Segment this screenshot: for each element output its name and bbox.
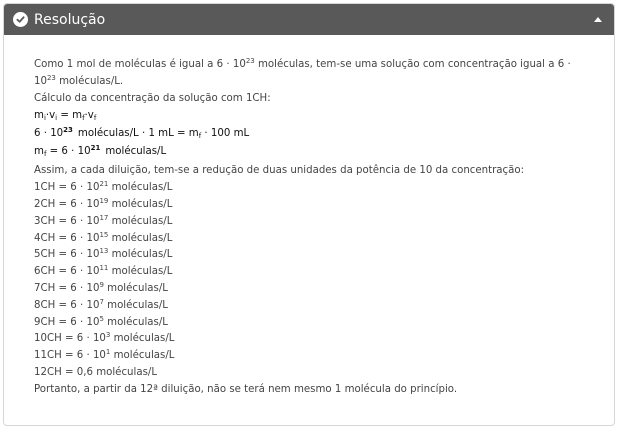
dilution-row: $11CH = 6 \cdot 10^1$ moléculas/L (34, 348, 175, 362)
dilution-row: $3CH = 6 \cdot 10^{17}$ moléculas/L (34, 213, 173, 227)
dilution-row: $9CH = 6 \cdot 10^5$ moléculas/L (34, 314, 168, 328)
dilution-row: $10CH = 6 \cdot 10^3$ moléculas/L (34, 331, 175, 345)
caret-up-icon[interactable] (594, 17, 602, 22)
formula-line-3: $m_f = 6 \cdot 10^{21}$ moléculas/L (34, 144, 167, 159)
resolution-panel (3, 3, 615, 426)
dilution-row: $8CH = 6 \cdot 10^7$ moléculas/L (34, 297, 168, 311)
dilution-row: $5CH = 6 \cdot 10^{13}$ moléculas/L (34, 247, 173, 261)
dilution-row: $6CH = 6 \cdot 10^{11}$ moléculas/L (34, 264, 173, 278)
formula-line-2: $6 \cdot 10^{23}$ moléculas/L · 1 mL = $m_f \cdot 100$ mL (34, 126, 250, 141)
panel-title: Resolução (34, 11, 106, 28)
dilution-row: 12CH = 0,6 moléculas/L (34, 366, 157, 378)
formula-line-1: $m_i\cdot v_i = m_f\cdot v_f$ (34, 110, 97, 123)
dilution-row: $2CH = 6 \cdot 10^{19}$ moléculas/L (34, 196, 173, 210)
panel-body (4, 35, 614, 399)
conclusion-text: Portanto, a partir da 12ª diluição, não se terá nem mesmo 1 molécula do princípio. (34, 383, 458, 395)
dilution-row: $7CH = 6 \cdot 10^9$ moléculas/L (34, 280, 168, 294)
dilution-row: $4CH = 6 \cdot 10^{15}$ moléculas/L (34, 230, 173, 244)
dilution-list (34, 180, 614, 382)
dilution-row: $1CH = 6 \cdot 10^{21}$ moléculas/L (34, 180, 173, 194)
intro-paragraph: Como 1 mol de moléculas é igual a $6 \cdot 10^{23}$ moléculas, tem-se uma solução com concentração igual a $6 \cdot 10^{23}$ moléculas/L. (34, 57, 571, 87)
calc-title: Cálculo da concentração da solução com 1CH: (34, 92, 271, 104)
formula-block (34, 107, 614, 161)
panel-header[interactable] (4, 4, 614, 35)
dilution-intro: Assim, a cada diluição, tem-se a redução de duas unidades da potência de 10 da concentração: (34, 165, 525, 177)
check-circle-icon (13, 12, 28, 27)
